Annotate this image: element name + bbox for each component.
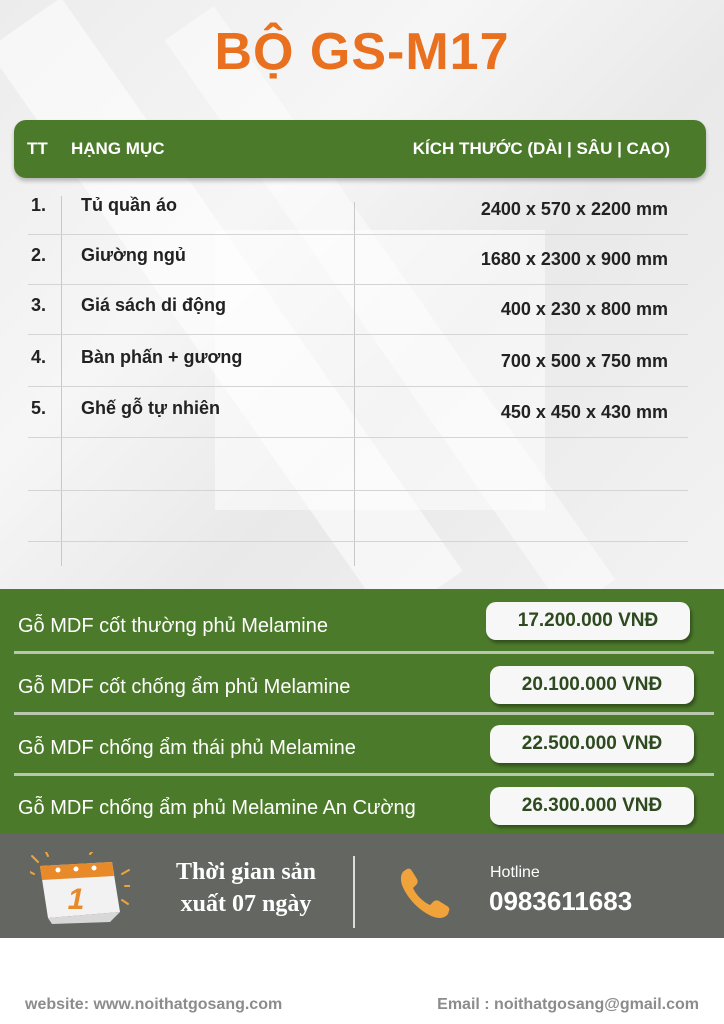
row-item-name: Bàn phấn + gương — [81, 347, 243, 367]
row-size: 1680 x 2300 x 900 mm — [480, 249, 668, 269]
row-number: 3. — [31, 295, 47, 315]
price-badge: 26.300.000 VNĐ — [490, 787, 694, 825]
price-separator — [14, 773, 714, 776]
website-link[interactable]: website: www.noithatgosang.com — [25, 996, 283, 1013]
table-row-empty — [28, 491, 688, 542]
row-size: 450 x 450 x 430 mm — [500, 402, 668, 422]
row-size: 400 x 230 x 800 mm — [500, 299, 668, 319]
calendar-number: 1 — [67, 883, 85, 916]
production-line-2: xuất 07 ngày — [180, 891, 312, 917]
price-separator — [14, 712, 714, 715]
price-row — [0, 718, 724, 778]
price-badge: 20.100.000 VNĐ — [490, 666, 694, 704]
table-header — [14, 120, 706, 178]
table-row — [28, 387, 688, 438]
header-tt: TT — [27, 139, 48, 158]
row-number: 1. — [31, 195, 47, 215]
material-label: Gỗ MDF chống ẩm phủ Melamine An Cường — [18, 797, 416, 819]
price-separator — [14, 651, 714, 654]
row-item-name: Giá sách di động — [81, 295, 227, 315]
table-row — [28, 284, 688, 335]
row-item-name: Tủ quần áo — [81, 195, 177, 215]
header-item: HẠNG MỤC — [71, 139, 165, 158]
row-item-name: Ghế gỗ tự nhiên — [81, 398, 221, 418]
price-row — [0, 657, 724, 717]
table-row — [28, 234, 688, 285]
row-size: 2400 x 570 x 2200 mm — [480, 199, 668, 219]
material-label: Gỗ MDF cốt chống ẩm phủ Melamine — [18, 676, 351, 698]
header-size: KÍCH THƯỚC (DÀI | SÂU | CAO) — [412, 139, 670, 158]
hotline-label: Hotline — [490, 864, 540, 881]
page-title: BỘ GS-M17 — [214, 23, 510, 81]
price-row — [0, 596, 724, 656]
material-label: Gỗ MDF cốt thường phủ Melamine — [18, 615, 328, 637]
table-row — [28, 336, 688, 387]
row-item-name: Giường ngủ — [81, 245, 186, 265]
price-row — [0, 779, 724, 839]
table-row-empty — [28, 440, 688, 491]
hotline-number[interactable]: 0983611683 — [489, 886, 633, 916]
production-time — [166, 856, 326, 920]
email-link[interactable]: Email : noithatgosang@gmail.com — [437, 996, 699, 1013]
material-label: Gỗ MDF chống ẩm thái phủ Melamine — [18, 737, 356, 759]
footer-divider — [353, 856, 355, 928]
row-number: 4. — [31, 347, 47, 367]
row-size: 700 x 500 x 750 mm — [500, 351, 668, 371]
calendar-icon — [30, 852, 130, 924]
table-row — [28, 184, 688, 235]
production-line-1: Thời gian sản — [175, 859, 316, 885]
price-badge: 17.200.000 VNĐ — [486, 602, 690, 640]
row-number: 5. — [31, 398, 47, 418]
price-badge: 22.500.000 VNĐ — [490, 725, 694, 763]
phone-icon — [398, 867, 452, 921]
row-number: 2. — [31, 245, 47, 265]
